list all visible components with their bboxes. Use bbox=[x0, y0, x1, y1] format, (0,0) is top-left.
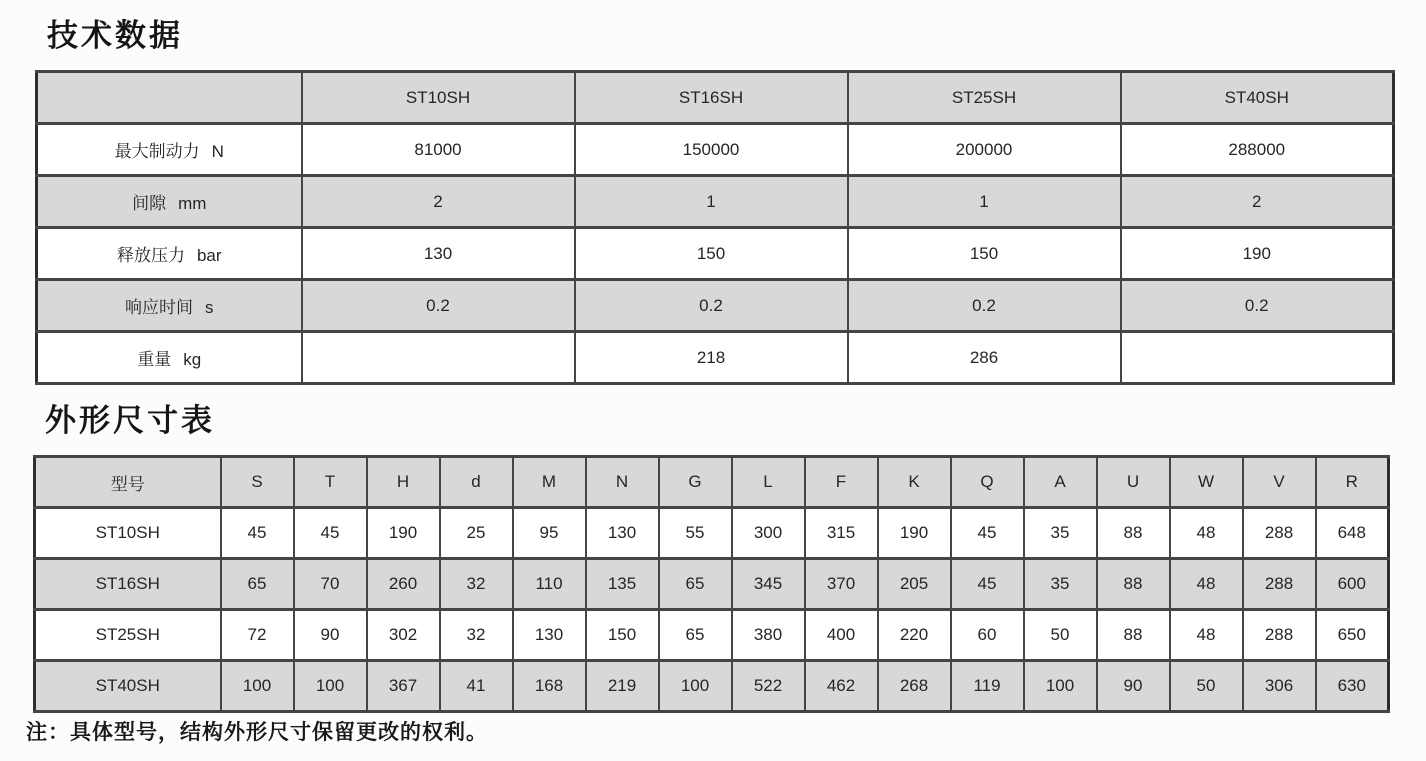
dim-value-cell: 50 bbox=[1170, 661, 1243, 712]
tech-corner-cell bbox=[37, 72, 302, 124]
spec-value-cell: 2 bbox=[302, 176, 575, 228]
dim-col-header-F: F bbox=[805, 457, 878, 508]
dim-col-header-model: 型号 bbox=[35, 457, 221, 508]
dim-value-cell: 288 bbox=[1243, 559, 1316, 610]
dim-value-cell: 288 bbox=[1243, 610, 1316, 661]
dim-row-st16sh bbox=[35, 559, 1389, 610]
dim-value-cell: 110 bbox=[513, 559, 586, 610]
dim-col-header-G: G bbox=[659, 457, 732, 508]
dim-value-cell: 72 bbox=[221, 610, 294, 661]
spec-value-cell bbox=[302, 332, 575, 384]
dim-value-cell: 522 bbox=[732, 661, 805, 712]
dim-value-cell: 95 bbox=[513, 508, 586, 559]
dim-value-cell: 48 bbox=[1170, 610, 1243, 661]
technical-data-title: 技术数据 bbox=[47, 18, 183, 53]
spec-row-label bbox=[37, 176, 302, 228]
dim-value-cell: 219 bbox=[586, 661, 659, 712]
spec-value-cell: 0.2 bbox=[302, 280, 575, 332]
spec-value-cell: 200000 bbox=[848, 124, 1121, 176]
dim-value-cell: 25 bbox=[440, 508, 513, 559]
spec-unit: kg bbox=[183, 350, 202, 369]
spec-value-cell: 150 bbox=[575, 228, 848, 280]
spec-value-cell: 0.2 bbox=[575, 280, 848, 332]
tech-row-clearance bbox=[37, 176, 1394, 228]
dim-value-cell: 90 bbox=[1097, 661, 1170, 712]
spec-name: 释放压力 bbox=[116, 246, 185, 265]
spec-value-cell: 0.2 bbox=[848, 280, 1121, 332]
dim-value-cell: 367 bbox=[367, 661, 440, 712]
spec-row-label bbox=[37, 280, 302, 332]
tech-row-max-braking-force bbox=[37, 124, 1394, 176]
tech-col-header-st16sh: ST16SH bbox=[575, 72, 848, 124]
dim-value-cell: 302 bbox=[367, 610, 440, 661]
spec-unit: mm bbox=[178, 194, 207, 213]
dim-value-cell: 130 bbox=[513, 610, 586, 661]
spec-name: 间隙 bbox=[132, 194, 167, 213]
dim-value-cell: 135 bbox=[586, 559, 659, 610]
spec-name: 重量 bbox=[137, 350, 172, 369]
dim-value-cell: 400 bbox=[805, 610, 878, 661]
spec-name: 最大制动力 bbox=[114, 142, 200, 161]
spec-unit: bar bbox=[196, 246, 222, 265]
dim-value-cell: 100 bbox=[1024, 661, 1097, 712]
spec-value-cell: 81000 bbox=[302, 124, 575, 176]
dim-value-cell: 150 bbox=[586, 610, 659, 661]
dim-value-cell: 190 bbox=[878, 508, 951, 559]
dim-col-header-L: L bbox=[732, 457, 805, 508]
dim-model-cell: ST25SH bbox=[35, 610, 221, 661]
dim-col-header-U: U bbox=[1097, 457, 1170, 508]
dim-value-cell: 600 bbox=[1316, 559, 1389, 610]
dim-value-cell: 306 bbox=[1243, 661, 1316, 712]
dim-value-cell: 648 bbox=[1316, 508, 1389, 559]
dim-value-cell: 370 bbox=[805, 559, 878, 610]
spec-value-cell: 190 bbox=[1121, 228, 1394, 280]
spec-unit: N bbox=[211, 142, 224, 161]
dim-col-header-K: K bbox=[878, 457, 951, 508]
dim-col-header-H: H bbox=[367, 457, 440, 508]
spec-row-label bbox=[37, 332, 302, 384]
dim-model-cell: ST16SH bbox=[35, 559, 221, 610]
dim-col-header-W: W bbox=[1170, 457, 1243, 508]
technical-data-table bbox=[35, 70, 1395, 385]
dim-value-cell: 65 bbox=[659, 559, 732, 610]
dim-value-cell: 45 bbox=[951, 508, 1024, 559]
tech-col-header-st25sh: ST25SH bbox=[848, 72, 1121, 124]
dim-model-cell: ST40SH bbox=[35, 661, 221, 712]
dim-value-cell: 88 bbox=[1097, 610, 1170, 661]
dim-col-header-Q: Q bbox=[951, 457, 1024, 508]
spec-value-cell: 2 bbox=[1121, 176, 1394, 228]
spec-unit: s bbox=[205, 298, 214, 317]
dim-value-cell: 65 bbox=[221, 559, 294, 610]
spec-name: 响应时间 bbox=[125, 298, 193, 317]
spec-value-cell: 150000 bbox=[575, 124, 848, 176]
dim-value-cell: 60 bbox=[951, 610, 1024, 661]
dimension-table-title: 外形尺寸表 bbox=[45, 403, 215, 438]
dim-value-cell: 90 bbox=[294, 610, 367, 661]
dim-value-cell: 100 bbox=[221, 661, 294, 712]
dim-model-cell: ST10SH bbox=[35, 508, 221, 559]
dim-value-cell: 315 bbox=[805, 508, 878, 559]
dim-value-cell: 268 bbox=[878, 661, 951, 712]
tech-row-weight bbox=[37, 332, 1394, 384]
dim-value-cell: 41 bbox=[440, 661, 513, 712]
tech-row-release-pressure bbox=[37, 228, 1394, 280]
spec-value-cell bbox=[1121, 332, 1394, 384]
dim-value-cell: 48 bbox=[1170, 559, 1243, 610]
dim-col-header-S: S bbox=[221, 457, 294, 508]
dim-value-cell: 32 bbox=[440, 559, 513, 610]
dim-col-header-R: R bbox=[1316, 457, 1389, 508]
dim-value-cell: 130 bbox=[586, 508, 659, 559]
dim-value-cell: 45 bbox=[951, 559, 1024, 610]
spec-value-cell: 1 bbox=[575, 176, 848, 228]
dim-value-cell: 380 bbox=[732, 610, 805, 661]
dim-value-cell: 45 bbox=[221, 508, 294, 559]
dim-value-cell: 345 bbox=[732, 559, 805, 610]
dim-col-header-d: d bbox=[440, 457, 513, 508]
dim-value-cell: 260 bbox=[367, 559, 440, 610]
dim-value-cell: 35 bbox=[1024, 508, 1097, 559]
dim-value-cell: 168 bbox=[513, 661, 586, 712]
tech-row-response-time bbox=[37, 280, 1394, 332]
dim-header-row bbox=[35, 457, 1389, 508]
dim-value-cell: 462 bbox=[805, 661, 878, 712]
dim-value-cell: 190 bbox=[367, 508, 440, 559]
spec-row-label bbox=[37, 228, 302, 280]
dim-value-cell: 205 bbox=[878, 559, 951, 610]
tech-col-header-st10sh: ST10SH bbox=[302, 72, 575, 124]
dim-value-cell: 630 bbox=[1316, 661, 1389, 712]
dim-col-header-M: M bbox=[513, 457, 586, 508]
dim-value-cell: 55 bbox=[659, 508, 732, 559]
spec-value-cell: 288000 bbox=[1121, 124, 1394, 176]
dim-value-cell: 32 bbox=[440, 610, 513, 661]
dim-col-header-V: V bbox=[1243, 457, 1316, 508]
spec-value-cell: 1 bbox=[848, 176, 1121, 228]
dim-row-st10sh bbox=[35, 508, 1389, 559]
spec-row-label bbox=[37, 124, 302, 176]
dim-value-cell: 88 bbox=[1097, 559, 1170, 610]
dim-value-cell: 70 bbox=[294, 559, 367, 610]
dim-value-cell: 65 bbox=[659, 610, 732, 661]
dim-value-cell: 35 bbox=[1024, 559, 1097, 610]
dim-row-st40sh bbox=[35, 661, 1389, 712]
footnote: 注：具体型号，结构外形尺寸保留更改的权利。 bbox=[26, 720, 488, 744]
dim-value-cell: 650 bbox=[1316, 610, 1389, 661]
spec-value-cell: 218 bbox=[575, 332, 848, 384]
dimension-table bbox=[33, 455, 1390, 713]
spec-value-cell: 286 bbox=[848, 332, 1121, 384]
dim-col-header-T: T bbox=[294, 457, 367, 508]
dim-row-st25sh bbox=[35, 610, 1389, 661]
tech-header-row bbox=[37, 72, 1394, 124]
dim-value-cell: 100 bbox=[294, 661, 367, 712]
spec-value-cell: 130 bbox=[302, 228, 575, 280]
dim-value-cell: 220 bbox=[878, 610, 951, 661]
dim-value-cell: 88 bbox=[1097, 508, 1170, 559]
dim-value-cell: 300 bbox=[732, 508, 805, 559]
spec-value-cell: 0.2 bbox=[1121, 280, 1394, 332]
tech-col-header-st40sh: ST40SH bbox=[1121, 72, 1394, 124]
dim-col-header-N: N bbox=[586, 457, 659, 508]
dim-value-cell: 48 bbox=[1170, 508, 1243, 559]
dim-value-cell: 100 bbox=[659, 661, 732, 712]
dim-value-cell: 119 bbox=[951, 661, 1024, 712]
dim-value-cell: 45 bbox=[294, 508, 367, 559]
dim-value-cell: 288 bbox=[1243, 508, 1316, 559]
spec-value-cell: 150 bbox=[848, 228, 1121, 280]
dim-value-cell: 50 bbox=[1024, 610, 1097, 661]
dim-col-header-A: A bbox=[1024, 457, 1097, 508]
